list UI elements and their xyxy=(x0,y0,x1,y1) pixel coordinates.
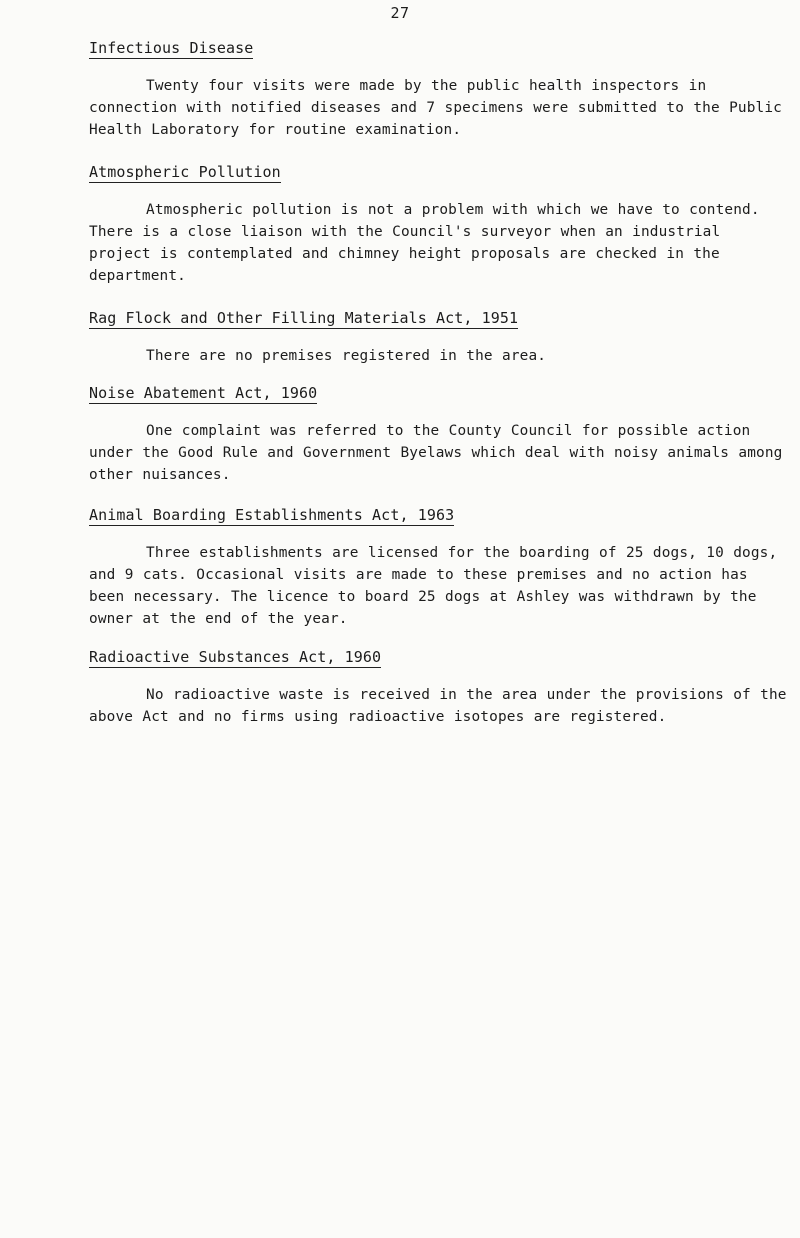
section-heading: Noise Abatement Act, 1960 xyxy=(89,384,318,402)
section-paragraph: There are no premises registered in the area. xyxy=(146,348,547,364)
section-infectious-disease xyxy=(89,38,789,141)
section-noise-abatement-act xyxy=(89,383,789,486)
section-heading: Radioactive Substances Act, 1960 xyxy=(89,648,382,666)
section-heading: Rag Flock and Other Filling Materials Act, 1951 xyxy=(89,309,519,327)
section-radioactive-substances-act xyxy=(89,647,789,728)
section-paragraph: No radioactive waste is received in the area under the provisions of the above Act and no firms using radioactive isotopes are registered. xyxy=(89,687,787,725)
section-paragraph: Three establishments are licensed for the boarding of 25 dogs, 10 dogs, and 9 cats. Occasional visits are made to these premises and no action has been necessary. The licence to board 25 dogs at Ashley was withdrawn by the owner at the end of the year. xyxy=(89,545,778,627)
section-heading: Atmospheric Pollution xyxy=(89,163,281,181)
section-rag-flock-act xyxy=(89,308,789,367)
section-heading: Infectious Disease xyxy=(89,39,254,57)
section-paragraph: Atmospheric pollution is not a problem with which we have to contend. There is a close liaison with the Council's surveyor when an industrial project is contemplated and chimney height proposals are checked in the department. xyxy=(89,202,760,284)
section-atmospheric-pollution xyxy=(89,162,789,287)
section-paragraph: Twenty four visits were made by the public health inspectors in connection with notified diseases and 7 specimens were submitted to the Public Health Laboratory for routine examination. xyxy=(89,78,782,138)
section-heading: Animal Boarding Establishments Act, 1963 xyxy=(89,506,455,524)
page-number: 27 xyxy=(390,4,410,22)
section-paragraph: One complaint was referred to the County Council for possible action under the Good Rule and Government Byelaws which deal with noisy animals among other nuisances. xyxy=(89,423,783,483)
document-body xyxy=(89,38,789,728)
section-animal-boarding-act xyxy=(89,505,789,630)
